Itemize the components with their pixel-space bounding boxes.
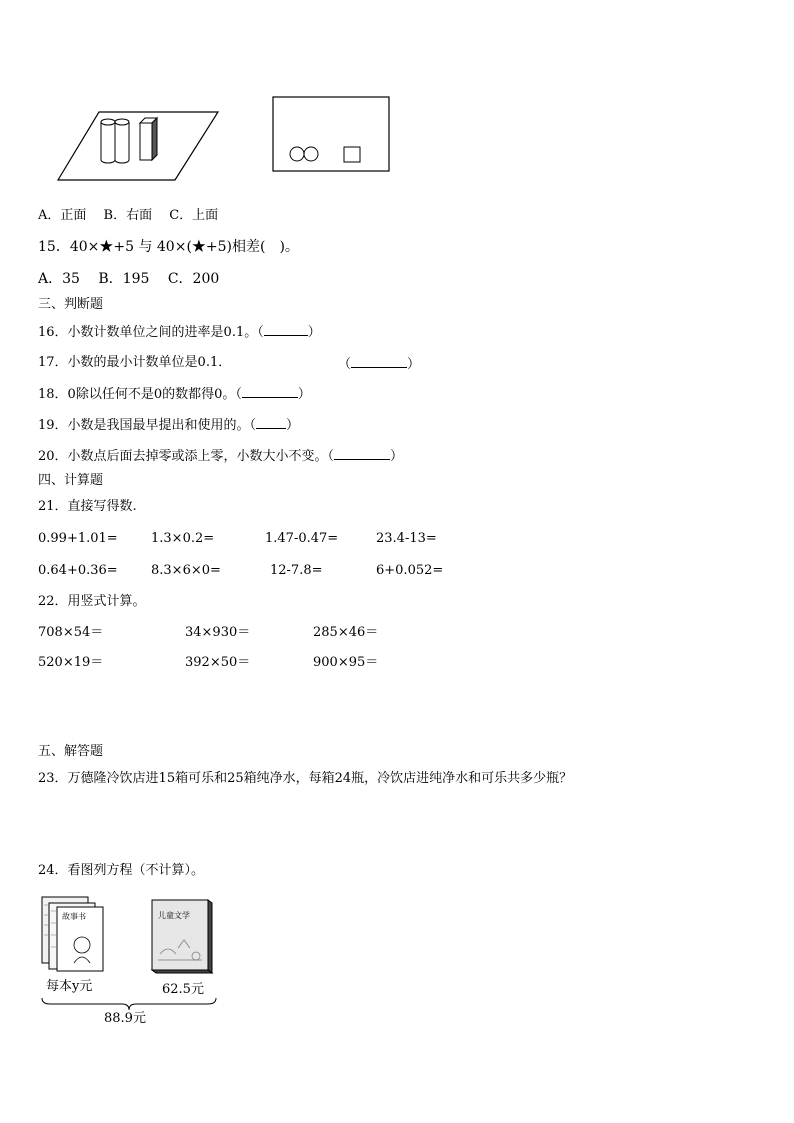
question-20: 20．小数点后面去掉零或添上零，小数大小不变。（ ）	[38, 449, 404, 464]
vertical-calc-item: 34×930＝	[185, 625, 251, 640]
section-5-heading: 五、解答题	[38, 744, 104, 759]
calc-item: 8.3×6×0=	[151, 563, 221, 578]
section-4-heading: 四、计算题	[38, 473, 104, 488]
question-17: 17．小数的最小计数单位是0.1．	[38, 355, 232, 370]
vertical-calc-item: 900×95＝	[313, 655, 379, 670]
question-23: 23．万德隆冷饮店进15箱可乐和25箱纯净水，每箱24瓶，冷饮店进纯净水和可乐共多少瓶？	[38, 771, 573, 786]
total-brace	[40, 996, 218, 1012]
question-18: 18．0除以任何不是0的数都得0。（ ）	[38, 387, 311, 402]
calc-item: 1.3×0.2=	[151, 531, 215, 546]
calc-item: 1.47-0.47=	[265, 531, 339, 546]
vertical-calc-item: 285×46＝	[313, 625, 379, 640]
vertical-calc-item: 392×50＝	[185, 655, 251, 670]
question-24-title: 24．看图列方程（不计算）。	[38, 863, 205, 878]
vertical-calc-item: 520×19＝	[38, 655, 104, 670]
book-cover-title: 故事书	[62, 912, 86, 921]
calc-item: 6+0.052=	[376, 563, 444, 578]
answer-blank[interactable]	[264, 324, 308, 336]
calc-item: 0.99+1.01=	[38, 531, 118, 546]
question-15-options: A．35 B．195 C．200	[38, 271, 220, 287]
question-17-paren: （ ）	[338, 357, 421, 372]
calc-item: 0.64+0.36=	[38, 563, 118, 578]
price-label-left: 每本y元	[46, 979, 93, 994]
question-19: 19．小数是我国最早提出和使用的。（ ）	[38, 418, 300, 433]
question-21-title: 21．直接写得数.	[38, 499, 137, 514]
table-with-objects-figure	[55, 108, 220, 184]
question-16: 16．小数计数单位之间的进率是0.1。（ ）	[38, 325, 321, 340]
answer-blank[interactable]	[351, 356, 407, 368]
question-15: 15．40×★+5 与 40×(★+5)相差( )。	[38, 239, 299, 255]
answer-blank[interactable]	[334, 448, 390, 460]
vertical-calc-item: 708×54＝	[38, 625, 104, 640]
answer-blank[interactable]	[256, 417, 286, 429]
question-22-title: 22．用竖式计算。	[38, 594, 146, 609]
figure-options: A．正面 B．右面 C．上面	[38, 208, 219, 223]
childrens-literature-book	[150, 898, 214, 974]
book-stack-illustration	[40, 895, 112, 975]
book-cover-title: 儿童文学	[158, 911, 190, 920]
answer-blank[interactable]	[242, 386, 298, 398]
view-figure	[272, 96, 392, 174]
calc-item: 23.4-13=	[376, 531, 437, 546]
price-label-total: 88.9元	[104, 1011, 146, 1026]
price-label-right: 62.5元	[162, 982, 204, 997]
section-3-heading: 三、判断题	[38, 297, 104, 312]
calc-item: 12-7.8=	[270, 563, 323, 578]
